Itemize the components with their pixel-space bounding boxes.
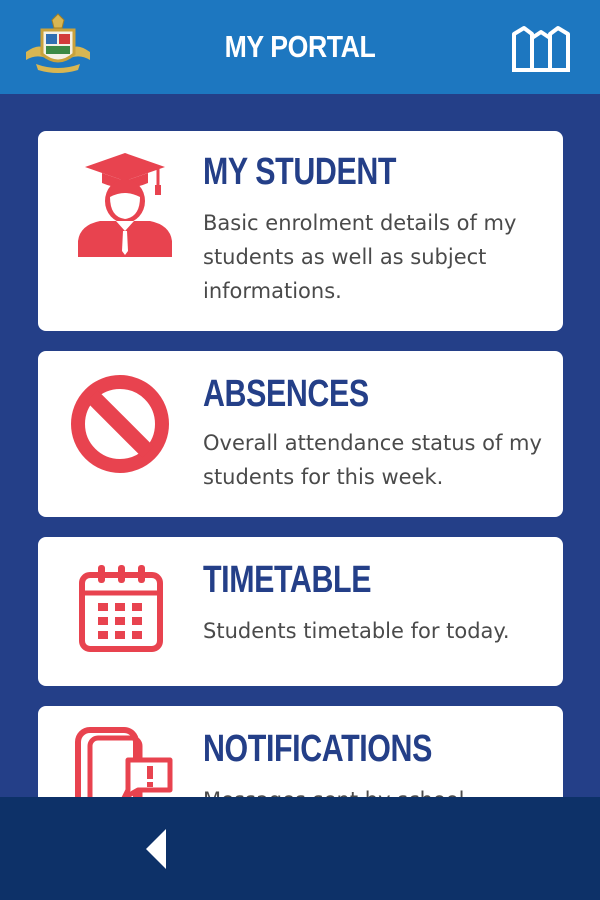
back-arrow-icon[interactable] <box>130 819 180 879</box>
calendar-icon <box>70 561 180 671</box>
card-timetable[interactable] <box>38 537 563 686</box>
app-header <box>0 0 600 94</box>
card-absences[interactable] <box>38 351 563 517</box>
card-title: MY STUDENT <box>203 151 397 193</box>
card-description: Overall attendance status of my students for this week. <box>203 431 542 489</box>
card-description: Basic enrolment details of my students as well as subject informations. <box>203 211 517 303</box>
card-title: NOTIFICATIONS <box>203 728 432 770</box>
page-title: MY PORTAL <box>224 29 376 64</box>
bottom-nav-bar <box>0 797 600 900</box>
card-title: TIMETABLE <box>203 559 372 601</box>
building-icon[interactable] <box>510 24 572 72</box>
card-my-student[interactable] <box>38 131 563 331</box>
portal-menu <box>0 94 600 797</box>
card-title: ABSENCES <box>203 373 369 415</box>
student-graduate-icon <box>70 147 180 257</box>
card-description: Students timetable for today. <box>203 619 510 643</box>
no-entry-icon <box>70 369 180 479</box>
